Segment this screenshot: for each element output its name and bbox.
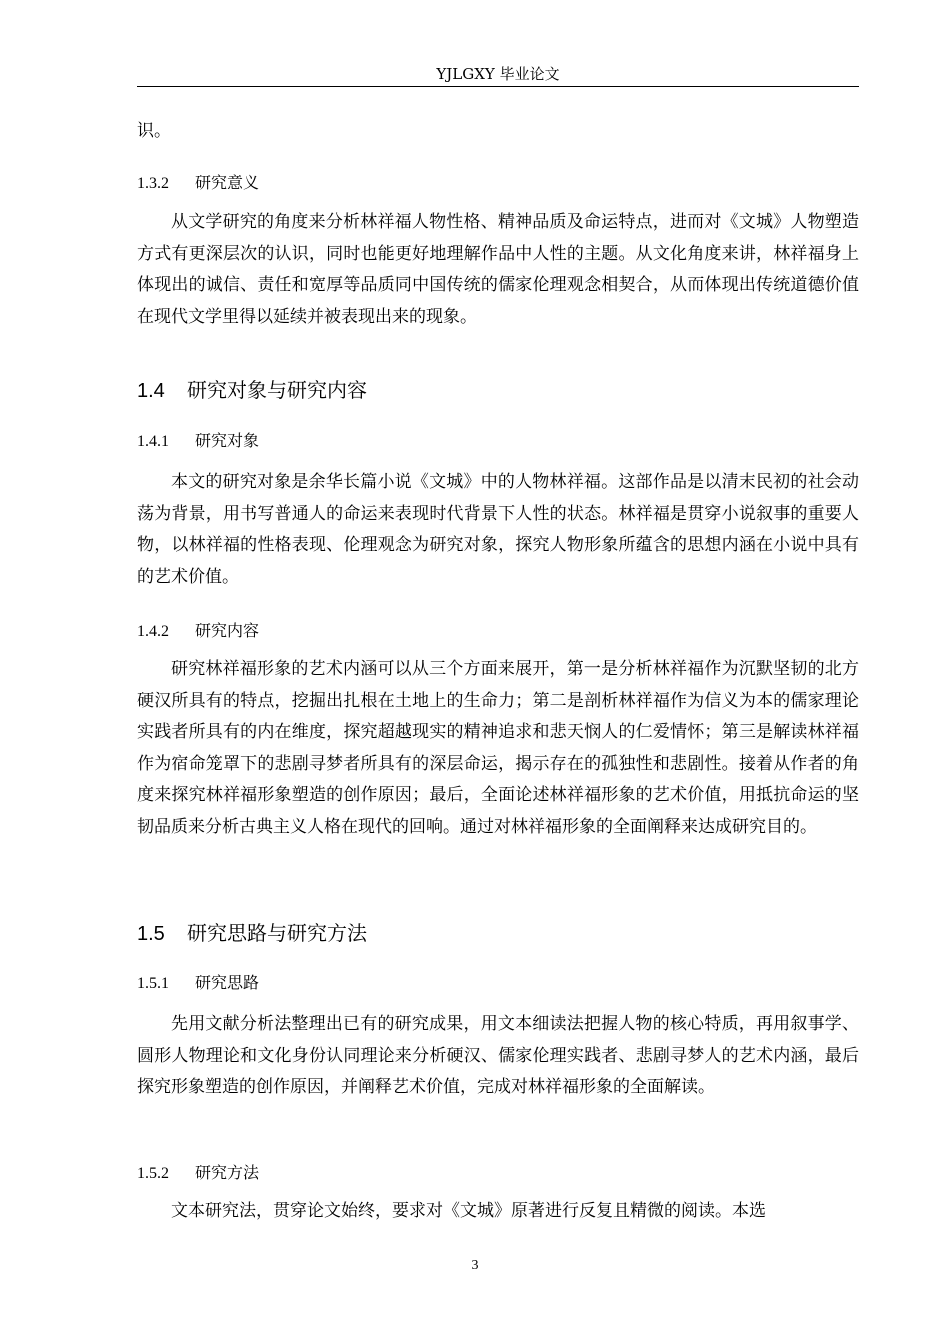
- heading-title: 研究方法: [195, 1163, 260, 1182]
- page-number: 3: [471, 1258, 479, 1273]
- paragraph-research-significance: 从文学研究的角度来分析林祥福人物性格、精神品质及命运特点，进而对《文城》人物塑造方式有更深层次的认识，同时也能更好地理解作品中人性的主题。从文化角度来讲，林祥福身上体现出的诚信、责任和宽厚等品质同中国传统的儒家伦理观念相契合，从而体现出传统道德价值在现代文学里得以延续并被表现出来的现象。: [137, 212, 859, 327]
- heading-title: 研究思路与研究方法: [187, 921, 367, 945]
- running-header: YJLGXY 毕业论文: [436, 65, 560, 83]
- heading-1-5-2: [137, 1162, 259, 1185]
- heading-1-4-1: [137, 430, 259, 453]
- heading-1-4-2: [137, 620, 259, 643]
- heading-1-5: [137, 920, 367, 947]
- header-divider: [137, 86, 859, 87]
- paragraph-research-content: 研究林祥福形象的艺术内涵可以从三个方面来展开，第一是分析林祥福作为沉默坚韧的北方硬汉所具有的特点，挖掘出扎根在土地上的生命力；第二是剖析林祥福作为信义为本的儒家理论实践者所具有的内在维度，探究超越现实的精神追求和悲天悯人的仁爱情怀；第三是解读林祥福作为宿命笼罩下的悲剧寻梦者所具有的深层命运，揭示存在的孤独性和悲剧性。接着从作者的角度来探究林祥福形象塑造的创作原因；最后，全面论述林祥福形象的艺术价值，用抵抗命运的坚韧品质来分析古典主义人格在现代的回响。通过对林祥福形象的全面阐释来达成研究目的。: [137, 659, 859, 837]
- continued-text: 识。: [137, 121, 171, 141]
- paragraph-research-methods: 文本研究法，贯穿论文始终，要求对《文城》原著进行反复且精微的阅读。本选: [171, 1201, 766, 1221]
- heading-title: 研究对象与研究内容: [187, 378, 367, 402]
- heading-title: 研究对象: [195, 431, 260, 450]
- heading-number: 1.5.1: [137, 975, 169, 992]
- paragraph-research-approach: 先用文献分析法整理出已有的研究成果，用文本细读法把握人物的核心特质，再用叙事学、圆形人物理论和文化身份认同理论来分析硬汉、儒家伦理实践者、悲剧寻梦人的艺术内涵，最后探究形象塑造的创作原因，并阐释艺术价值，完成对林祥福形象的全面解读。: [137, 1014, 859, 1097]
- heading-title: 研究内容: [195, 621, 260, 640]
- paragraph-research-object: 本文的研究对象是余华长篇小说《文城》中的人物林祥福。这部作品是以清末民初的社会动荡为背景，用书写普通人的命运来表现时代背景下人性的状态。林祥福是贯穿小说叙事的重要人物，以林祥福的性格表现、伦理观念为研究对象，探究人物形象所蕴含的思想内涵在小说中具有的艺术价值。: [137, 472, 859, 587]
- heading-number: 1.5: [137, 923, 165, 945]
- heading-title: 研究意义: [195, 173, 260, 192]
- heading-number: 1.3.2: [137, 175, 169, 192]
- heading-number: 1.4: [137, 380, 165, 402]
- heading-number: 1.5.2: [137, 1165, 169, 1182]
- heading-number: 1.4.1: [137, 433, 169, 450]
- heading-1-3-2: [137, 172, 259, 195]
- heading-1-5-1: [137, 972, 259, 995]
- heading-number: 1.4.2: [137, 623, 169, 640]
- heading-1-4: [137, 377, 367, 404]
- heading-title: 研究思路: [195, 973, 260, 992]
